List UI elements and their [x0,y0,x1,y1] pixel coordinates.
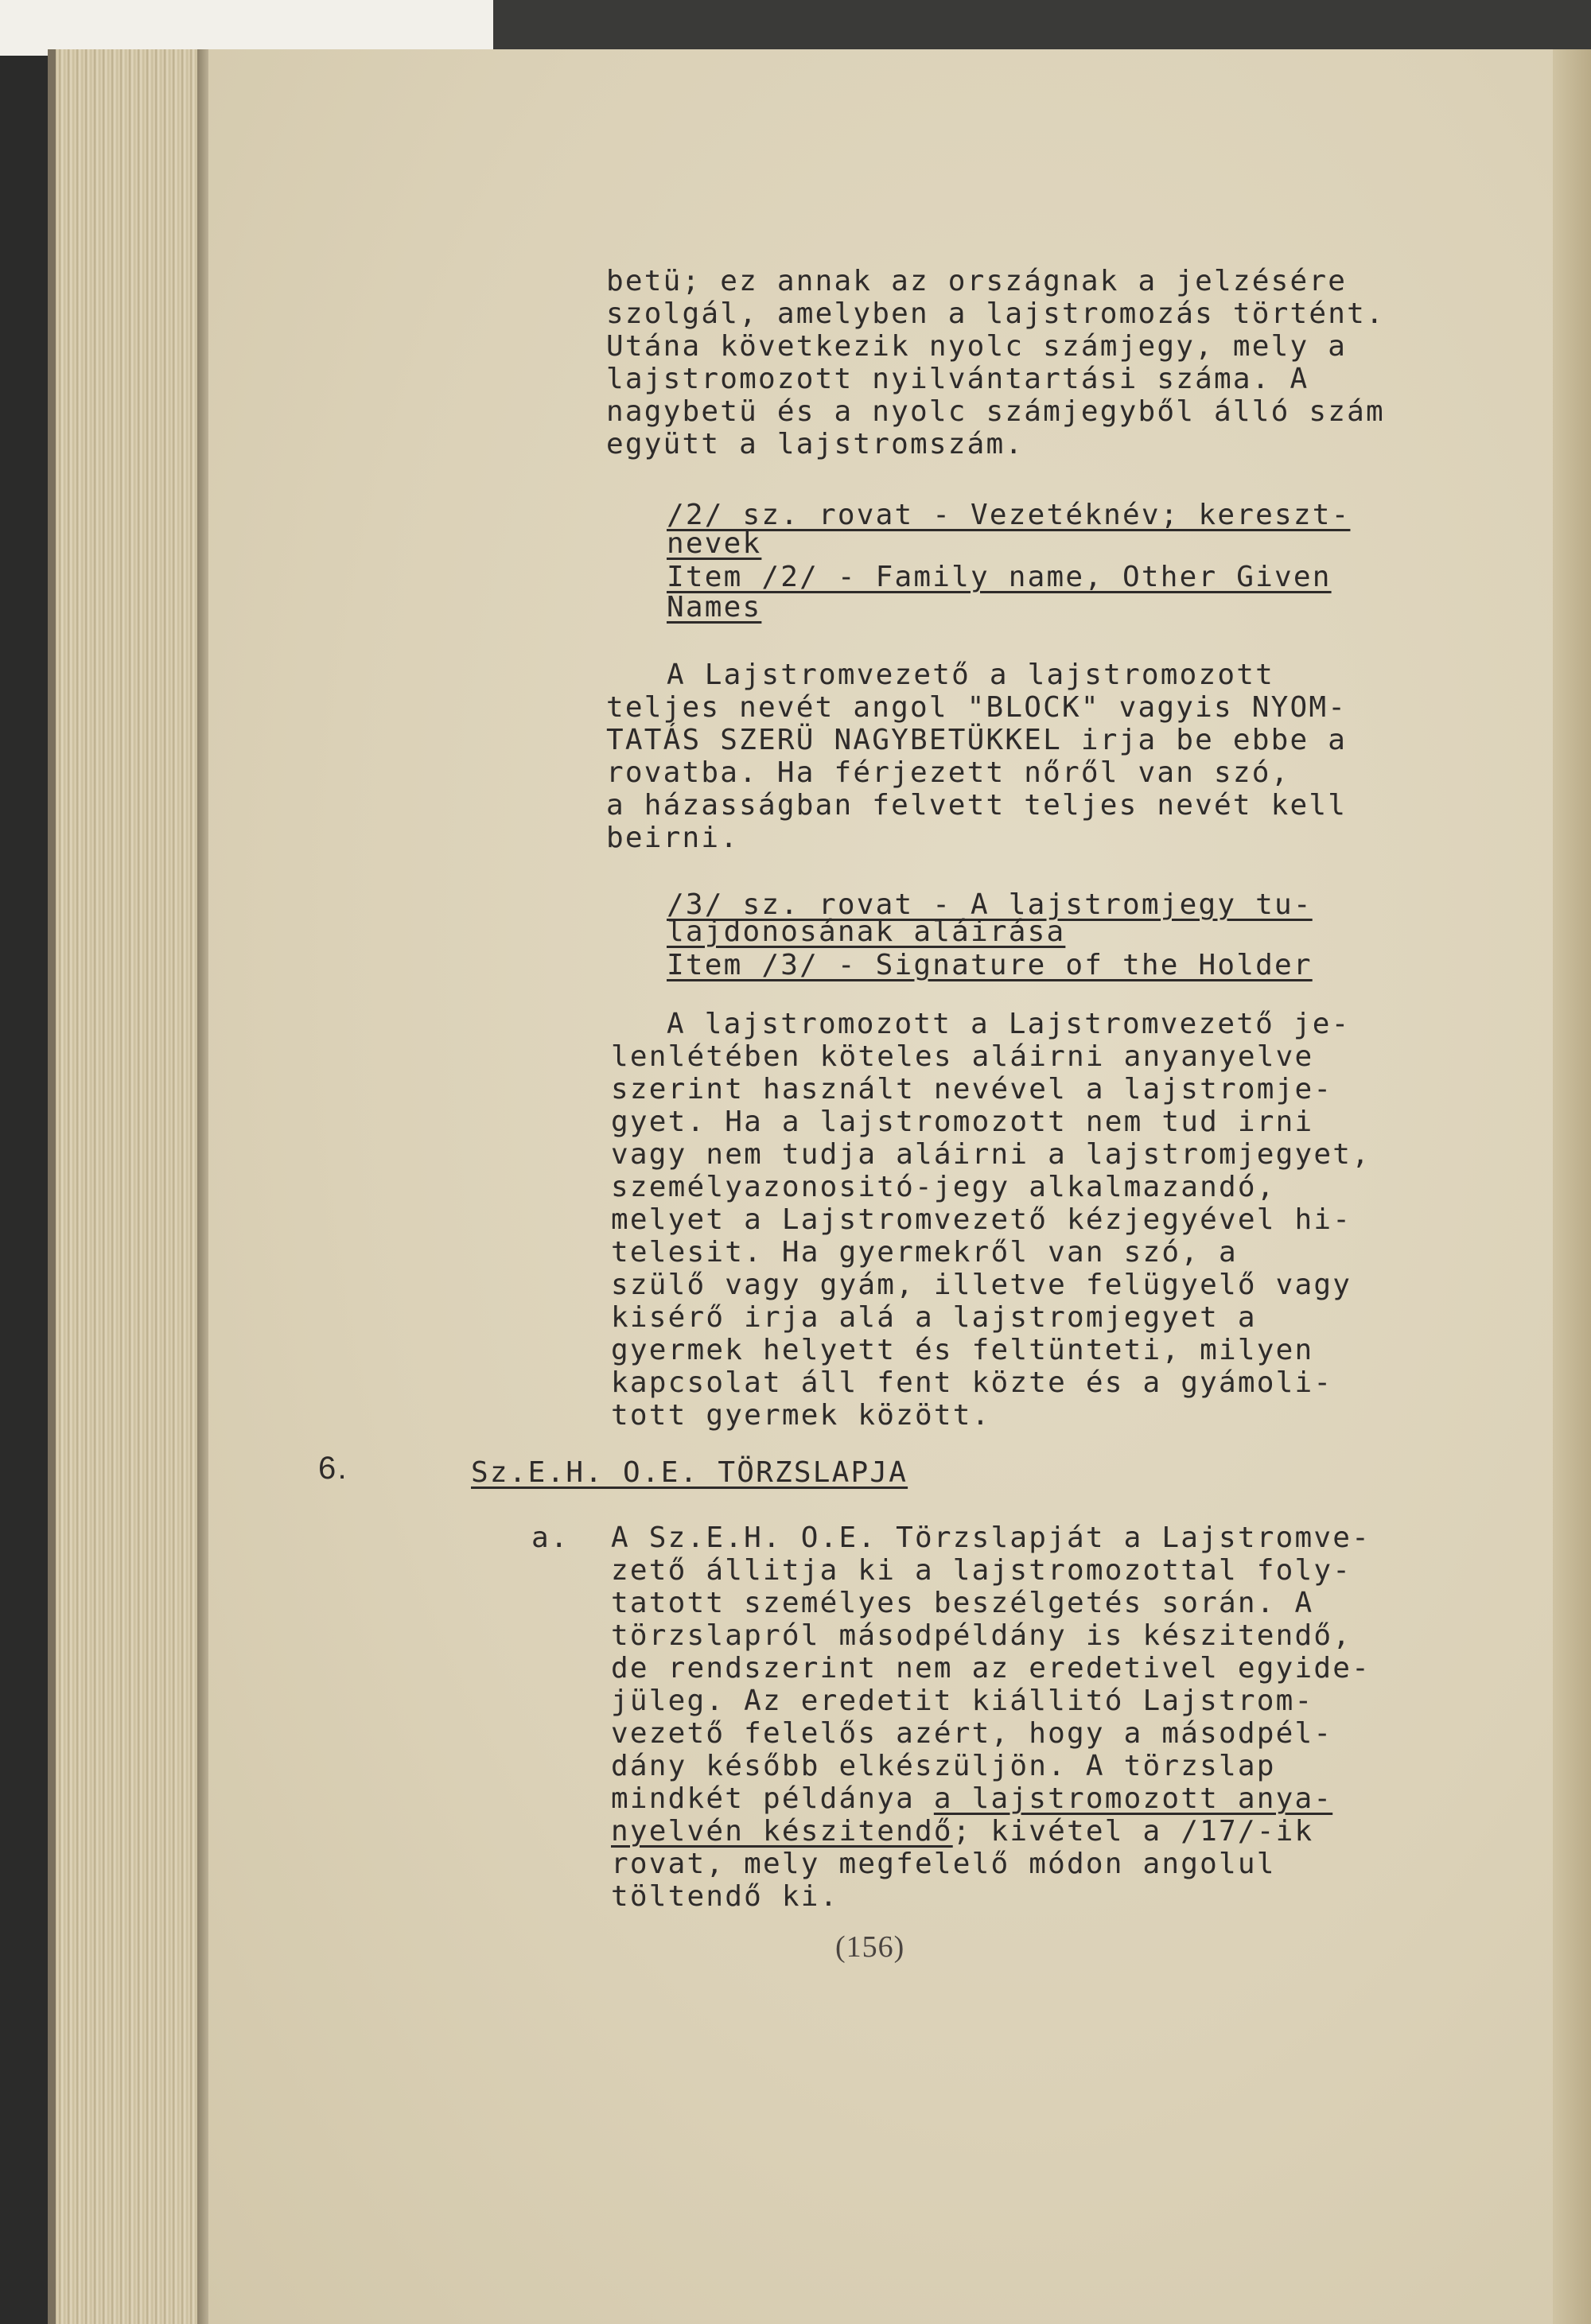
intro-line: nagybetü és a nyolc számjegyből álló szám [606,395,1385,428]
item2-body-line: TATÁS SZERÜ NAGYBETÜKKEL irja be ebbe a [606,724,1348,756]
section-number: 6. [318,1451,348,1486]
section6-text: ; kivétel a /17/-ik [952,1815,1314,1848]
item3-body-line: szülő vagy gyám, illetve felügyelő vagy [611,1269,1352,1301]
page-right-edge [1553,49,1591,2324]
scan-margin [0,0,493,56]
section6-line [611,1816,1313,1848]
section6-line: dány később elkészüljön. A törzslap [611,1750,1276,1782]
item3-body-line: kisérő irja alá a lajstromjegyet a [611,1301,1257,1334]
item2-heading-line: Names [667,591,762,624]
item2-heading-line: nevek [667,527,762,560]
section6-line: zető állitja ki a lajstromozottal foly- [611,1554,1352,1587]
item3-body-line: kapcsolat áll fent közte és a gyámoli- [611,1366,1333,1399]
section6-line: rovat, mely megfelelő módon angolul [611,1848,1276,1880]
item3-body-line: gyermek helyett és feltünteti, milyen [611,1334,1314,1366]
item3-body-line: tott gyermek között. [611,1399,991,1432]
item2-body-line: A Lajstromvezető a lajstromozott [667,659,1274,691]
item2-body-line: teljes nevét angol "BLOCK" vagyis NYOM- [606,691,1348,724]
item3-heading-line: Item /3/ - Signature of the Holder [667,949,1313,981]
section6-line: töltendő ki. [611,1880,839,1913]
paragraph-label: a. [531,1521,570,1554]
item3-body-line: melyet a Lajstromvezető kézjegyével hi- [611,1203,1352,1236]
section6-line [611,1783,1332,1815]
section6-line: tatott személyes beszélgetés során. A [611,1587,1314,1619]
scan-background [0,0,1591,56]
item2-body-line: beirni. [606,822,740,854]
item3-body-line: személyazonositó-jegy alkalmazandó, [611,1171,1276,1203]
section6-underlined-text: nyelvén készitendő [611,1815,953,1848]
section6-text: mindkét példánya [611,1782,934,1815]
item3-body-line: vagy nem tudja aláirni a lajstromjegyet, [611,1138,1371,1171]
section-title: Sz.E.H. O.E. TÖRZSLAPJA [471,1456,908,1489]
page-edges [48,49,211,2324]
page-number: (156) [835,1930,905,1964]
intro-line: szolgál, amelyben a lajstromozás történt. [606,297,1385,330]
item3-heading-line: /3/ sz. rovat - A lajstromjegy tu- [667,888,1313,921]
item3-body-line: lenlétében köteles aláirni anyanyelve [611,1040,1314,1073]
item3-body-line: szerint használt nevével a lajstromje- [611,1073,1333,1106]
item3-body-line: A lajstromozott a Lajstromvezető je- [667,1008,1351,1040]
item2-body-line: a házasságban felvett teljes nevét kell [606,789,1348,822]
intro-line: Utána következik nyolc számjegy, mely a [606,330,1348,363]
item2-heading-line: /2/ sz. rovat - Vezetéknév; kereszt- [667,499,1351,531]
section6-line: de rendszerint nem az eredetivel egyide- [611,1652,1371,1685]
intro-line: együtt a lajstromszám. [606,428,1025,461]
section6-underlined-text: a lajstromozott anya- [933,1782,1333,1815]
intro-line: lajstromozott nyilvántartási száma. A [606,363,1309,395]
section6-line: jüleg. Az eredetit kiállitó Lajstrom- [611,1685,1314,1717]
section6-line: vezető felelős azért, hogy a másodpél- [611,1717,1333,1750]
item3-body-line: telesit. Ha gyermekről van szó, a [611,1236,1238,1269]
section6-line: A Sz.E.H. O.E. Törzslapját a Lajstromve- [611,1521,1371,1554]
intro-line: betü; ez annak az országnak a jelzésére [606,265,1348,297]
item2-heading-line: Item /2/ - Family name, Other Given [667,561,1332,593]
item3-heading-line: lajdonosának aláirása [667,915,1066,948]
section6-line: törzslapról másodpéldány is készitendő, [611,1619,1352,1652]
item2-body-line: rovatba. Ha férjezett nőről van szó, [606,756,1290,789]
item3-body-line: gyet. Ha a lajstromozott nem tud irni [611,1106,1314,1138]
